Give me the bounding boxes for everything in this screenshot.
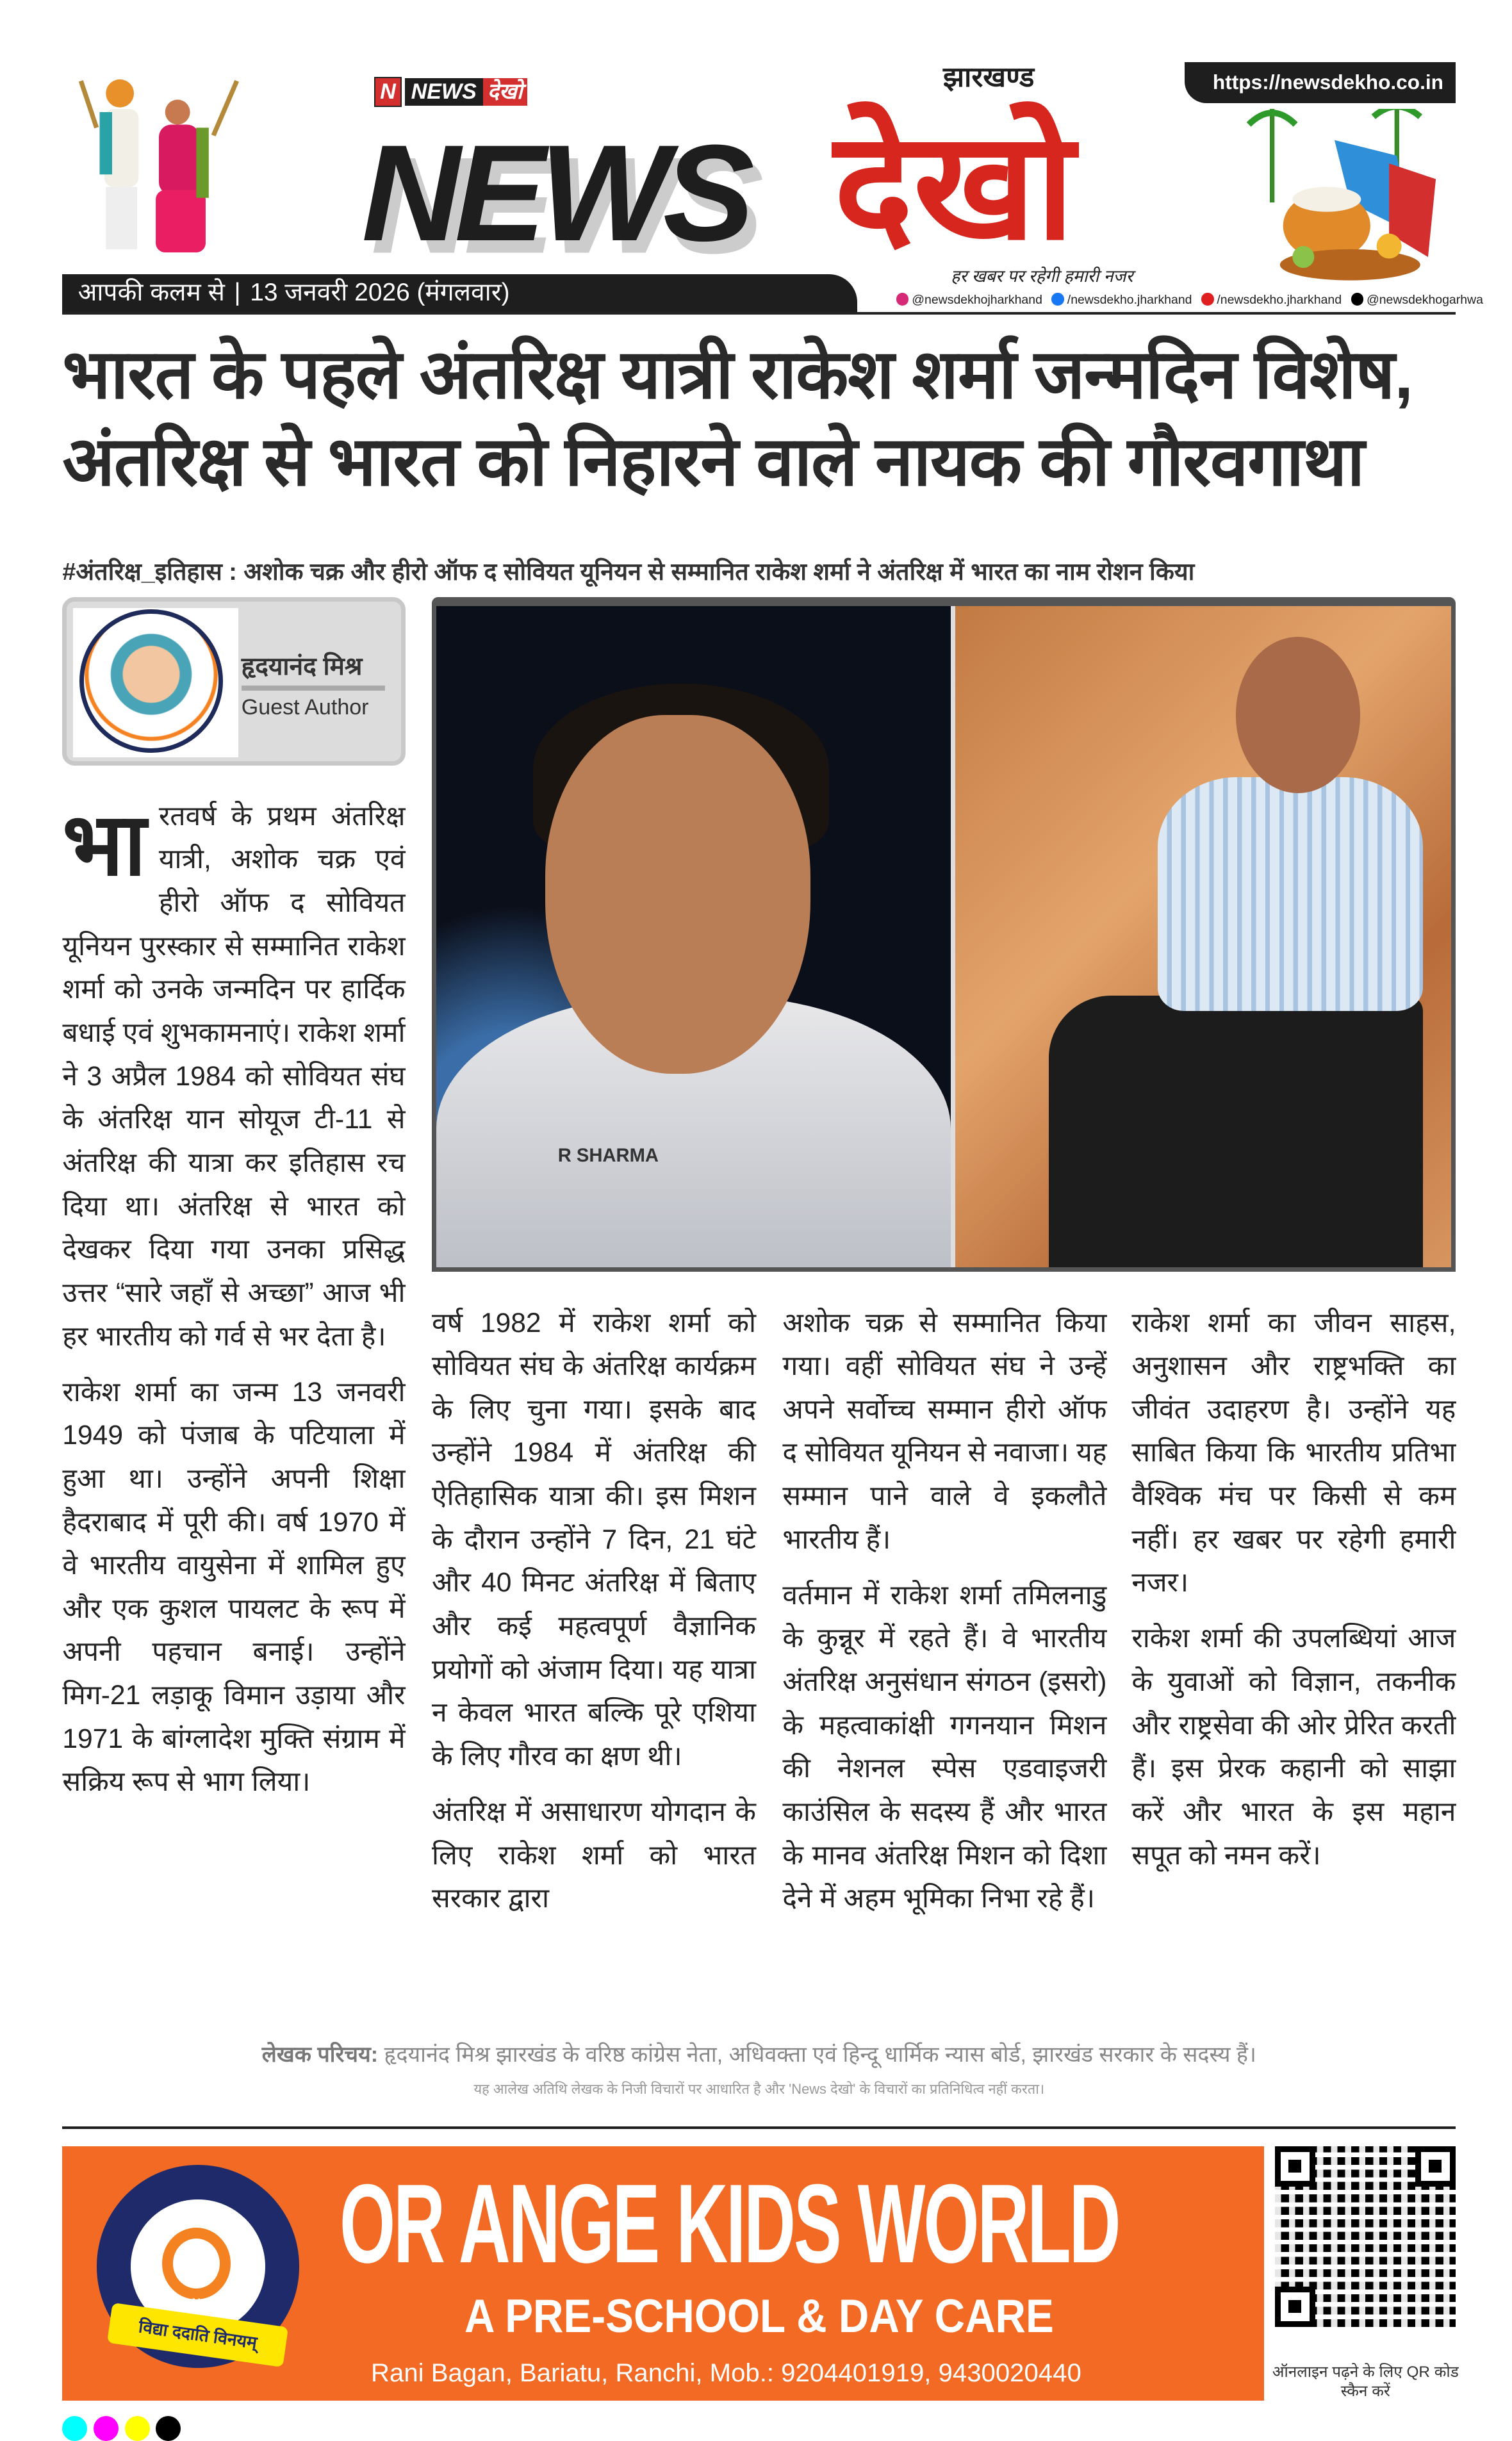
section-label: आपकी कलम से [78,279,225,307]
article-column-4 [1131,1302,1456,1890]
face [545,715,810,1074]
pants [1049,996,1423,1272]
handle: @newsdekhojharkhand [912,293,1042,308]
author-name: हृदयानंद मिश्र [241,652,363,680]
drop-cap: भा [62,796,147,894]
author-divider [242,686,385,690]
dancers-illustration [65,65,252,268]
ad-address: Rani Bagan, Bariatu, Ranchi, Mob.: 9204401919, 9430020440 [371,2358,1081,2388]
article-column-2 [432,1302,756,1934]
qr-code[interactable] [1275,2146,1456,2327]
instagram-icon [896,293,908,305]
logo-n: N [374,77,402,108]
paragraph: राकेश शर्मा का जन्म 13 जनवरी 1949 को पंजाब के पटियाला में हुआ था। उन्होंने अपनी शिक्षा हैदराबाद में पूरी की। वर्ष 1970 में वे भारतीय वायुसेना में शामिल हुए और एक कुशल पायलट के रूप में अपनी पहचान बनाई। उन्होंने मिग-21 लड़ाकू विमान उड़ाया और 1971 के बांग्लादेश मुक्ति संग्राम में सक्रिय रूप से भाग लिया। [62,1376,406,1798]
author-avatar [79,609,223,753]
yellow-dot [125,2416,150,2441]
festival-illustration [1241,109,1438,281]
handle: /newsdekho.jharkhand [1217,293,1342,308]
logo-dekho: देखो [834,103,1075,270]
qr-finder [1275,2287,1315,2327]
qr-finder [1415,2146,1456,2187]
qr-finder [1275,2146,1315,2187]
logo-news: NEWS [361,116,748,270]
social-handles [896,293,1483,308]
author-credit [62,2039,1456,2068]
logo-dekho-small: देखो [483,78,527,106]
portrait-photo [951,606,1452,1267]
black-dot [156,2416,181,2441]
logo-region: झारखण्ड [942,62,1035,94]
author-role: Guest Author [241,694,369,719]
suit-name-tag: R SHARMA [557,1145,659,1166]
handle: /newsdekho.jharkhand [1067,293,1192,308]
paragraph: रतवर्ष के प्रथम अंतरिक्ष यात्री, अशोक चक्र एवं हीरो ऑफ द सोवियत यूनियन पुरस्कार से सम्मानित राकेश शर्मा को उनके जन्मदिन पर हार्दिक बधाई एवं शुभकामनाएं। राकेश शर्मा ने 3 अप्रैल 1984 को सोवियत संघ के अंतरिक्ष यान सोयूज टी-11 से अंतरिक्ष की यात्रा कर इतिहास रच दिया था। अंतरिक्ष से भारत को देखकर दिया गया उनका प्रसिद्ध उत्तर “सारे जहाँ से अच्छा” आज भी हर भारतीय को गर्व से भर देता है। [62,800,406,1352]
qr-label: ऑनलाइन पढ़ने के लिए QR कोड स्कैन करें [1272,2363,1459,2400]
logo-motto: विद्या ददाति विनयम् [107,2303,288,2367]
orange-icon [162,2228,231,2299]
ad-logo [97,2165,299,2367]
website-url[interactable]: https://newsdekho.co.in [1185,62,1456,103]
head [1236,637,1361,793]
credit-label: लेखक परिचय: [261,2042,379,2067]
advertisement-banner[interactable] [62,2146,1264,2401]
article-column-1 [62,795,405,1817]
paragraph: राकेश शर्मा का जीवन साहस, अनुशासन और राष्ट्रभक्ति का जीवंत उदाहरण है। उन्होंने यह साबित किया कि भारतीय प्रतिभा वैश्विक मंच पर किसी से कम नहीं। हर खबर पर रहेगी हमारी नजर। [1131,1307,1456,1599]
paragraph: वर्ष 1982 में राकेश शर्मा को सोवियत संघ के अंतरिक्ष कार्यक्रम के लिए चुना गया। इसके बाद उन्होंने 1984 में अंतरिक्ष की ऐतिहासिक यात्रा की। इस मिशन के दौरान उन्होंने 7 दिन, 21 घंटे और 40 मिनट अंतरिक्ष में बिताए और कई महत्वपूर्ण वैज्ञानिक प्रयोगों को अंजाम दिया। यह यात्रा न केवल भारत बल्कि पूरे एशिया के लिए गौरव का क्षण थी। [431,1307,756,1771]
subheadline: #अंतरिक्ष_इतिहास : अशोक चक्र और हीरो ऑफ द सोवियत यूनियन से सम्मानित राकेश शर्मा ने अंतरिक्ष में भारत का नाम रोशन किया [62,558,1195,586]
social-x[interactable] [1351,293,1483,308]
author-photo [73,608,238,758]
handle: @newsdekhogarhwa [1366,293,1483,308]
social-youtube[interactable] [1201,293,1342,308]
astronaut-photo [436,606,951,1267]
x-icon [1351,293,1363,305]
registration-marks [62,2416,181,2441]
cyan-dot [62,2416,87,2441]
tagline: हर खबर पर रहेगी हमारी नजर [951,267,1133,286]
magenta-dot [94,2416,119,2441]
facebook-icon [1051,293,1064,305]
youtube-icon [1201,293,1213,305]
social-facebook[interactable] [1051,293,1192,308]
credit-text: हृदयानंद मिश्र झारखंड के वरिष्ठ कांग्रेस नेता, अधिवक्ता एवं हिन्दू धार्मिक न्यास बोर्ड, झारखंड सरकार के सदस्य हैं। [384,2042,1256,2067]
separator: | [234,279,241,307]
paragraph: अंतरिक्ष में असाधारण योगदान के लिए राकेश शर्मा को भारत सरकार द्वारा [431,1796,756,1914]
author-box [62,597,405,766]
disclaimer: यह आलेख अतिथि लेखक के निजी विचारों पर आधारित है और 'News देखो' के विचारों का प्रतिनिधित्व नहीं करता। [473,2080,1045,2097]
headline: भारत के पहले अंतरिक्ष यात्री राकेश शर्मा जन्मदिन विशेष, अंतरिक्ष से भारत को निहारने वाले नायक की गौरवगाथा [62,335,1413,500]
issue-date: 13 जनवरी 2026 (मंगलवार) [250,279,510,307]
ad-subtitle: A PRE-SCHOOL & DAY CARE [464,2290,1054,2343]
social-instagram[interactable] [896,293,1042,308]
masthead-divider [62,312,1456,315]
paragraph: राकेश शर्मा की उपलब्धियां आज के युवाओं को विज्ञान, तकनीक और राष्ट्रसेवा की ओर प्रेरित करती हैं। इस प्रेरक कहानी को साझा करें और भारत के इस महान सपूत को नमन करें। [1131,1623,1456,1871]
logo-news-small: NEWS [405,78,483,106]
date-bar [62,274,857,311]
footer-divider [62,2126,1456,2130]
article-column-3 [782,1302,1106,1934]
paragraph: अशोक चक्र से सम्मानित किया गया। वहीं सोवियत संघ ने उन्हें अपने सर्वोच्च सम्मान हीरो ऑफ द सोवियत यूनियन से नवाजा। यह सम्मान पाने वाले वे इकलौते भारतीय हैं। [782,1307,1107,1555]
logo-city: RANCHI [174,2296,222,2310]
shirt [1158,777,1423,1011]
logo-small [374,78,527,106]
article-photo [432,597,1456,1272]
paragraph: वर्तमान में राकेश शर्मा तमिलनाडु के कुन्नूर में रहते हैं। वे भारतीय अंतरिक्ष अनुसंधान संगठन (इसरो) के महत्वाकांक्षी गगनयान मिशन की नेशनल स्पेस एडवाइजरी काउंसिल के सदस्य हैं और भारत के मानव अंतरिक्ष मिशन को दिशा देने में अहम भूमिका निभा रहे हैं। [782,1579,1107,1914]
ad-title: OR ANGE KIDS WORLD [340,2160,1119,2287]
